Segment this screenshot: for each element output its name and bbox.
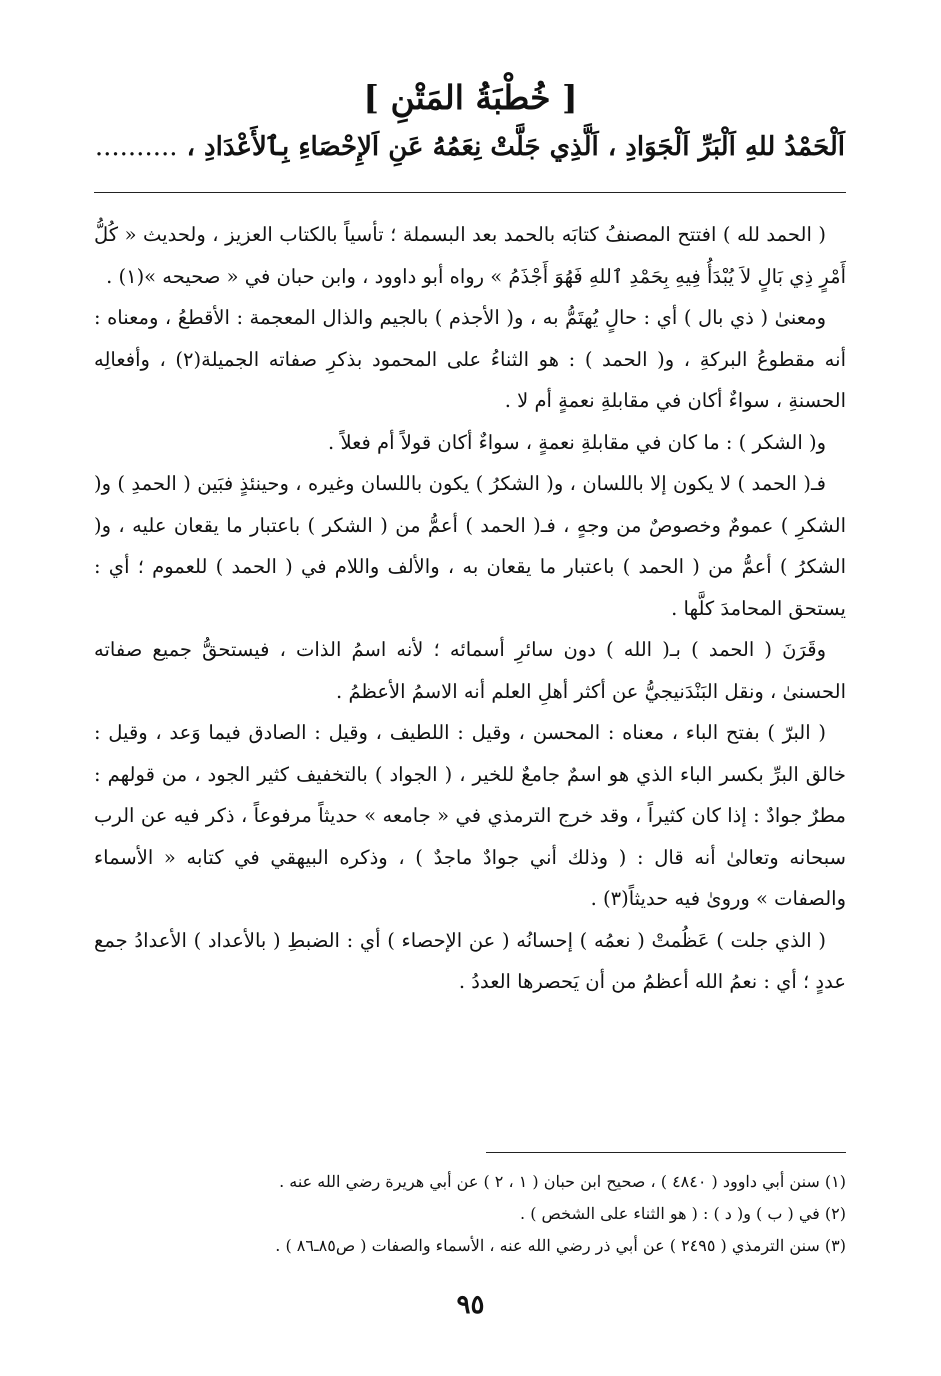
footnote: (١) سنن أبي داوود ( ٤٨٤٠ ) ، صحيح ابن حبان ( ١ ، ٢ ) عن أبي هريرة رضي الله عنه . [279, 1172, 846, 1191]
commentary-body [94, 214, 846, 1003]
footnotes [86, 1166, 846, 1262]
footnote: (٣) سنن الترمذي ( ٢٤٩٥ ) عن أبي ذر رضي الله عنه ، الأسماء والصفات ( ص٨٥ـ٨٦ ) . [275, 1236, 846, 1255]
commentary-paragraph: و( الشكر ) : ما كان في مقابلةِ نعمةٍ ، سواءٌ أكان قولاً أم فعلاً . [328, 430, 826, 454]
commentary-paragraph: ( الذي جلت ) عَظُمتْ ( نعمُه ) إحسانُه ( عن الإحصاء ) أي : الضبطِ ( بالأعداد ) الأعدادُ جمع عددٍ ؛ أي : نعمُ الله أعظمُ من أن يَحصرها العددُ . [94, 928, 846, 993]
commentary-paragraph: فـ( الحمد ) لا يكون إلا باللسان ، و( الشكرُ ) يكون باللسان وغيره ، وحينئذٍ فبَين ( الحمدِ ) و( الشكرِ ) عمومٌ وخصوصٌ من وجهٍ ، فـ( الحمد ) أعمُّ من ( الشكر ) باعتبار ما يقعان عليه ، و( الشكرُ ) أعمُّ من ( الحمد ) باعتبار ما يقعان به ، والألف واللام في ( الحمد ) للعموم ؛ أي : يستحق المحامدَ كلَّها . [94, 472, 846, 620]
footnote-divider [486, 1152, 846, 1153]
page-number: ٩٥ [456, 1290, 485, 1320]
page-title: [ خُطْبَةُ المَتْنِ ] [363, 78, 578, 117]
commentary-paragraph: وقَرَنَ ( الحمد ) بـ( الله ) دون سائرِ أسمائه ؛ لأنه اسمُ الذات ، فيستحقُّ جميع صفاته الحسنىٰ ، ونقل البَنْدَنيجيُّ عن أكثر أهلِ العلم أنه الاسمُ الأعظمُ . [94, 638, 846, 703]
matn-dots: .......... [94, 132, 178, 162]
commentary-paragraph: ( البرّ ) بفتح الباء ، معناه : المحسن ، وقيل : اللطيف ، وقيل : الصادق فيما وَعد ، وقيل : خالق البرِّ بكسر الباء الذي هو اسمٌ جامعٌ للخير ، ( الجواد ) بالتخفيف كثير الجود ، من قولهم : مطرٌ جوادٌ : إذا كان كثيراً ، وقد خرج الترمذي في « جامعه » حديثاً مرفوعاً ، ذكر فيه عن الرب سبحانه وتعالىٰ أنه قال : ( وذلك أني جوادٌ ماجدٌ ) ، وذكره البيهقي في كتابه « الأسماء والصفات » وروىٰ فيه حديثاً(٣) . [94, 721, 846, 910]
header-divider [94, 192, 846, 193]
matn-text: اَلْحَمْدُ للهِ اَلْبَرِّ اَلْجَوَادِ ، اَلَّذِي جَلَّتْ نِعَمُهُ عَنِ اَلإِحْصَاءِ بِٱلأَعْدَادِ ، [186, 132, 845, 162]
commentary-paragraph: ( الحمد لله ) افتتح المصنفُ كتابَه بالحمد بعد البسملة ؛ تأسياً بالكتاب العزيز ، ولحديث « كُلُّ أَمْرٍ ذِي بَالٍ لاَ يُبْدَأُ فِيهِ بِحَمْدِ ٱللهِ فَهُوَ أَجْذَمُ » رواه أبو داوود ، وابن حبان في « صحيحه »(١) . [94, 223, 846, 288]
matn-line [60, 128, 845, 166]
footnote: (٢) في ( ب ) و( د ) : ( هو الثناء على الشخص ) . [520, 1204, 846, 1223]
commentary-paragraph: ومعنىٰ ( ذي بال ) أي : حالٍ يُهتَمُّ به ، و( الأجذم ) بالجيم والذال المعجمة : الأقطعُ ، ومعناه : أنه مقطوعُ البركةِ ، و( الحمد ) : هو الثناءُ على المحمود بذكرِ صفاته الجميلة(٢) ، وأفعالِه الحسنةِ ، سواءٌ أكان في مقابلةِ نعمةٍ أم لا . [94, 306, 846, 412]
